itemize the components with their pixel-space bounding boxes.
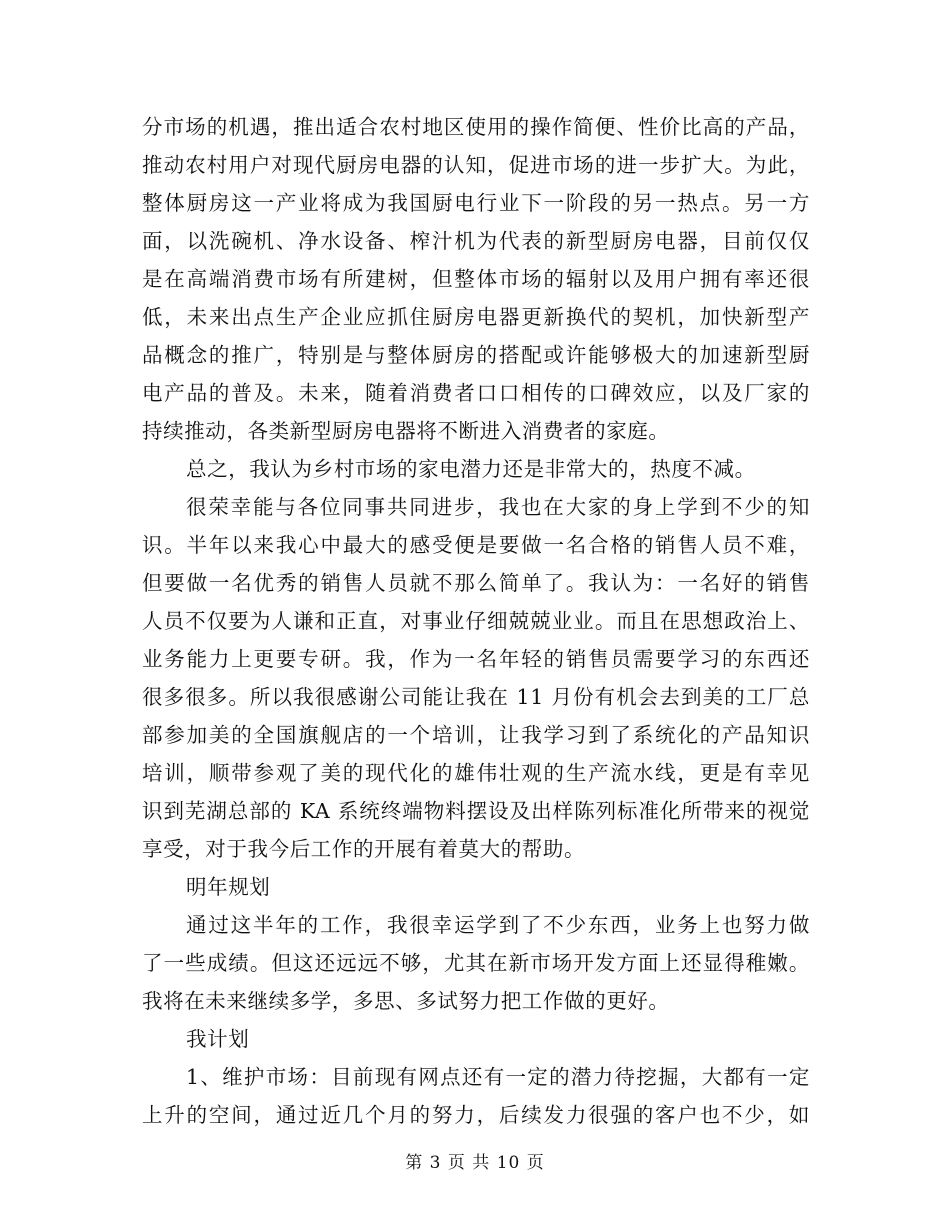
paragraph-line: 推动农村用户对现代厨房电器的认知，促进市场的进一步扩大。为此， [142, 153, 810, 177]
paragraph-line: 上升的空间，通过近几个月的努力，后续发力很强的客户也不少，如 [142, 1103, 810, 1127]
paragraph-line: 品概念的推广，特别是与整体厨房的搭配或许能够极大的加速新型厨 [142, 343, 810, 367]
paragraph-line: 识到芜湖总部的 KA 系统终端物料摆设及出样陈列标准化所带来的视觉 [142, 799, 810, 823]
paragraph-line: 了一些成绩。但这还远远不够，尤其在新市场开发方面上还显得稚嫩。 [142, 951, 810, 975]
section-heading: 我计划 [186, 1027, 250, 1051]
page-footer [0, 1151, 950, 1175]
paragraph-line: 很多很多。所以我很感谢公司能让我在 11 月份有机会去到美的工厂总 [142, 685, 810, 709]
paragraph-line: 业务能力上更要专研。我，作为一名年轻的销售员需要学习的东西还 [142, 647, 810, 671]
paragraph-line: 部参加美的全国旗舰店的一个培训，让我学习到了系统化的产品知识 [142, 723, 810, 747]
paragraph-line: 电产品的普及。未来，随着消费者口口相传的口碑效应，以及厂家的 [142, 381, 810, 405]
paragraph-line: 人员不仅要为人谦和正直，对事业仔细兢兢业业。而且在思想政治上、 [142, 609, 810, 633]
paragraph-line: 是在高端消费市场有所建树，但整体市场的辐射以及用户拥有率还很 [142, 267, 810, 291]
paragraph-line: 识。半年以来我心中最大的感受便是要做一名合格的销售人员不难， [142, 533, 810, 557]
paragraph-line: 1、维护市场：目前现有网点还有一定的潜力待挖掘，大都有一定 [186, 1065, 810, 1089]
paragraph-line: 面，以洗碗机、净水设备、榨汁机为代表的新型厨房电器，目前仅仅 [142, 229, 810, 253]
paragraph-line: 分市场的机遇，推出适合农村地区使用的操作简便、性价比高的产品， [142, 115, 810, 139]
section-heading: 明年规划 [186, 875, 271, 899]
paragraph-line: 总之，我认为乡村市场的家电潜力还是非常大的，热度不减。 [186, 457, 756, 481]
paragraph-line: 但要做一名优秀的销售人员就不那么简单了。我认为：一名好的销售 [142, 571, 810, 595]
paragraph-line: 我将在未来继续多学，多思、多试努力把工作做的更好。 [142, 989, 670, 1013]
paragraph-line: 整体厨房这一产业将成为我国厨电行业下一阶段的另一热点。另一方 [142, 191, 810, 215]
paragraph-line: 培训，顺带参观了美的现代化的雄伟壮观的生产流水线，更是有幸见 [142, 761, 810, 785]
paragraph-line: 持续推动，各类新型厨房电器将不断进入消费者的家庭。 [142, 419, 670, 443]
page-number: 第 3 页 共 10 页 [405, 1153, 545, 1173]
document-body [142, 108, 810, 1134]
paragraph-line: 享受，对于我今后工作的开展有着莫大的帮助。 [142, 837, 586, 861]
paragraph-line: 很荣幸能与各位同事共同进步，我也在大家的身上学到不少的知 [186, 495, 810, 519]
paragraph-line: 低，未来出点生产企业应抓住厨房电器更新换代的契机，加快新型产 [142, 305, 810, 329]
paragraph-line: 通过这半年的工作，我很幸运学到了不少东西，业务上也努力做 [186, 913, 810, 937]
